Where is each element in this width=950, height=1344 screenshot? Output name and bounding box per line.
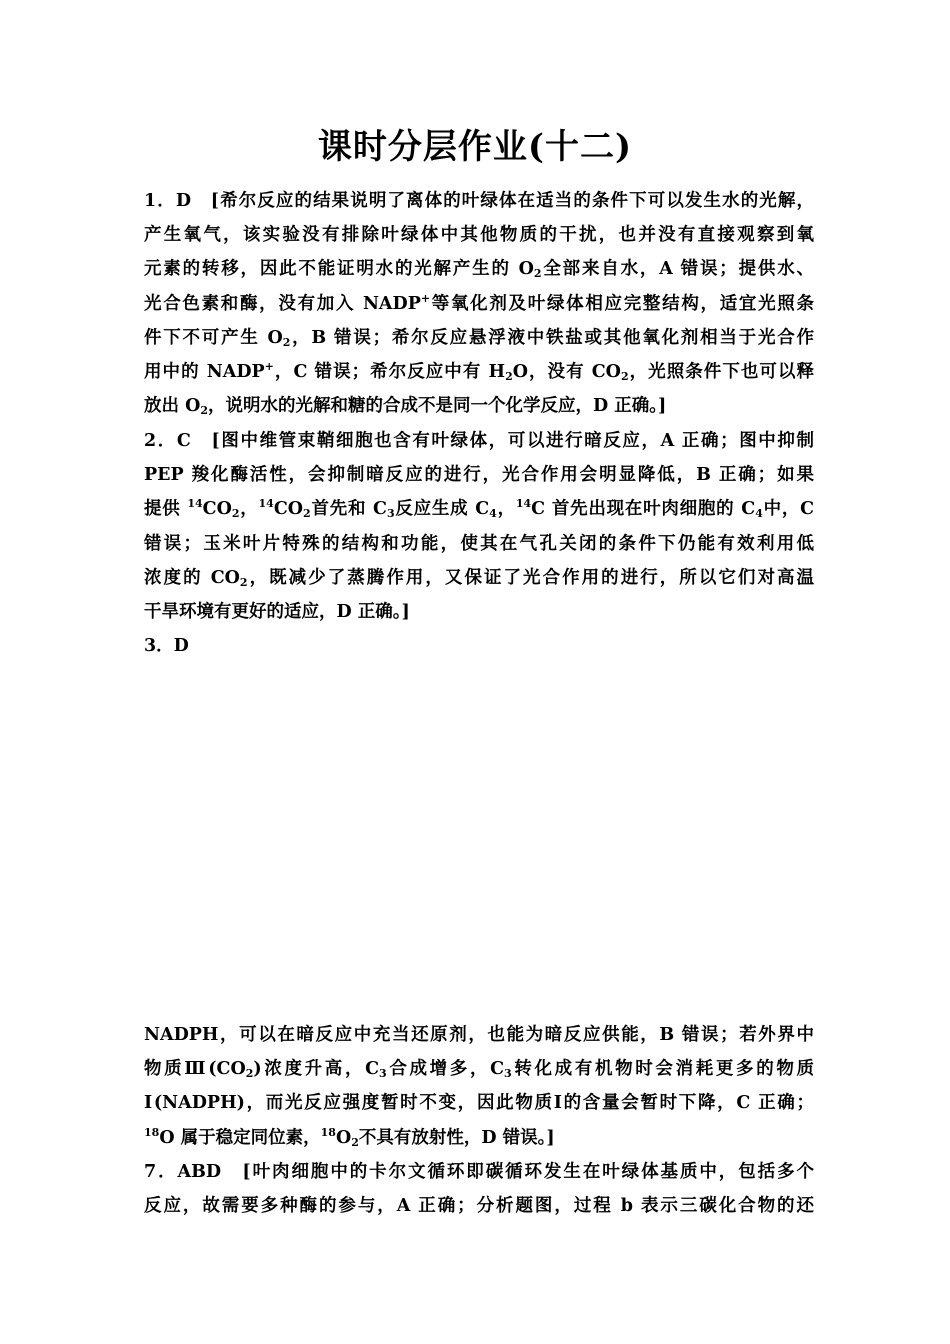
answer-2-line-5: 浓度的 $CO_2$，既减少了蒸腾作用，又保证了光合作用的进行，所以它们对高温: [144, 567, 815, 589]
answer-7-line-1: 7．ABD [叶肉细胞中的卡尔文循环即碳循环发生在叶绿体基质中，包括多个: [144, 1162, 814, 1182]
answer-1-line-7: 放出 $O_2$，说明水的光解和糖的合成不是同一个化学反应，D 正确。]: [144, 396, 667, 418]
answer-2-line-4: 错误；玉米叶片特殊的结构和功能，使其在气孔关闭的条件下仍能有效利用低: [144, 533, 814, 554]
answer-1-line-5: 件下不可产生 $O_2$，B 错误；希尔反应悬浮液中铁盐或其他氧化剂相当于光合作: [144, 327, 814, 349]
answer-1: [144, 184, 814, 423]
answer-2-line-2: PEP 羧化酶活性，会抑制暗反应的进行，光合作用会明显降低，B 正确；如果: [144, 465, 814, 486]
answer-1-line-3: 元素的转移，因此不能证明水的光解产生的 $O_2$全部来自水，A 错误；提供水、: [144, 259, 815, 281]
answer-3-line-1: 3．D: [144, 636, 189, 656]
answer-2-line-6: 干旱环境有更好的适应，D 正确。]: [144, 601, 410, 622]
answer-1-line-2: 产生氧气，该实验没有排除叶绿体中其他物质的干扰，也并没有直接观察到氧: [144, 225, 814, 246]
answer-6-continued: [144, 1018, 814, 1155]
answer-6-line-4: $^{18}$O 属于稳定同位素，$^{18}O_2$不具有放射性，D 错误。]: [144, 1125, 555, 1149]
answer-2: [144, 424, 814, 629]
answer-6-line-3: Ⅰ(NADPH)，而光反应强度暂时不变，因此物质Ⅰ的含量会暂时下降，C 正确；: [144, 1093, 814, 1114]
answer-7: [144, 1155, 814, 1223]
answer-1-line-6: 用中的 NADP+，C 错误；希尔反应中有 $H_2O$，没有 $CO_2$，光照条件下也可以释: [144, 359, 814, 383]
answer-1-line-4: 光合色素和酶，没有加入 NADP+等氧化剂及叶绿体相应完整结构，适宜光照条: [144, 291, 814, 314]
answer-3: [144, 629, 814, 663]
answer-2-line-3: 提供 $^{14}CO_2$，$^{14}CO_2$首先和 $C_3$反应生成 $C_4$，$^{14}$C 首先出现在叶肉细胞的 $C_4$中，C: [144, 497, 815, 521]
answer-6-line-1: NADPH，可以在暗反应中充当还原剂，也能为暗反应供能，B 错误；若外界中: [144, 1025, 814, 1045]
answer-6-line-2: 物质$Ⅲ(CO_2)$浓度升高，$C_3$合成增多，$C_3$转化成有机物时会消耗更多的物质: [144, 1059, 815, 1081]
answer-2-line-1: 2．C [图中维管束鞘细胞也含有叶绿体，可以进行暗反应，A 正确；图中抑制: [144, 431, 814, 451]
answer-1-line-1: 1．D [希尔反应的结果说明了离体的叶绿体在适当的条件下可以发生水的光解，: [144, 191, 814, 211]
answer-7-line-2: 反应，故需要多种酶的参与，A 正确；分析题图，过程 b 表示三碳化合物的还: [144, 1196, 814, 1217]
page-title: 课时分层作业(十二): [317, 127, 633, 167]
